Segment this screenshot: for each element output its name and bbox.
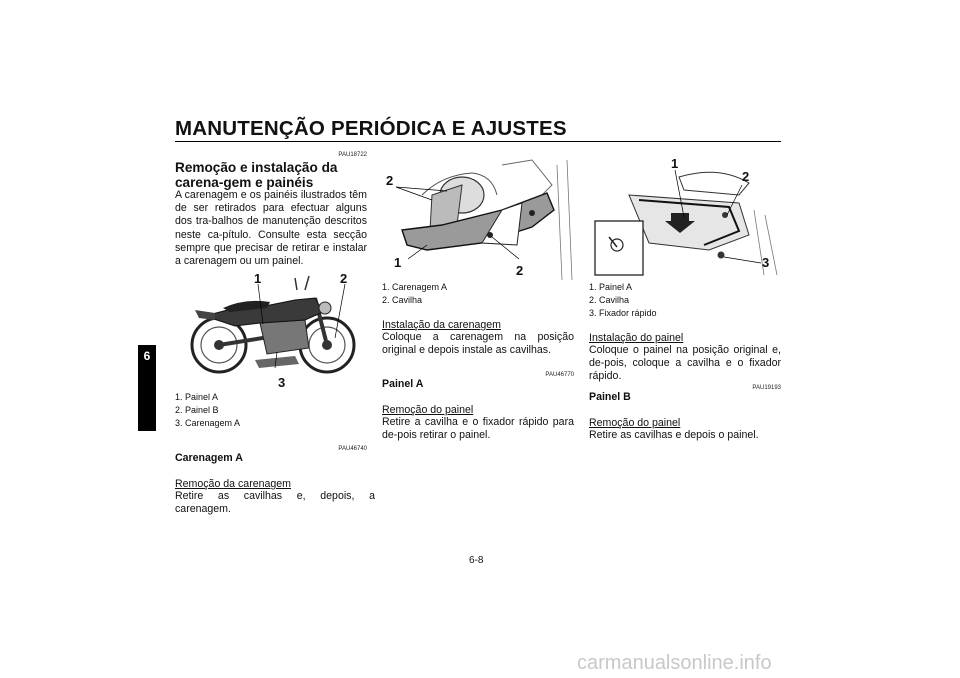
figure-label: 1 xyxy=(254,271,262,286)
caption-item: 1. Carenagem A xyxy=(382,282,448,292)
caption-item: 1. Painel A xyxy=(589,282,633,292)
procedure-text: Retire as cavilhas e, depois, a carenagem. xyxy=(175,490,375,516)
figure-label: 3 xyxy=(762,255,770,270)
procedure-text: Coloque a carenagem na posição original e depois instale as cavilhas. xyxy=(382,331,574,357)
caption-item: 2. Cavilha xyxy=(382,294,423,305)
section-title: Remoção e instalação da carena-gem e painéis xyxy=(175,160,338,190)
page-number: 6-8 xyxy=(469,555,484,566)
subsection-title: Painel A xyxy=(382,378,424,390)
figure-caption-list xyxy=(175,391,240,429)
chapter-tab-number: 6 xyxy=(143,349,151,363)
chapter-tab xyxy=(138,345,156,431)
figure-label: 1 xyxy=(394,255,402,270)
header-rule xyxy=(175,141,781,142)
ref-code: PAU46770 xyxy=(545,372,574,378)
figure-label: 3 xyxy=(278,375,286,388)
procedure-text: Retire a cavilha e o fixador rápido para de-pois retirar o painel. xyxy=(382,416,574,442)
procedure-heading: Remoção da carenagem xyxy=(175,478,292,490)
motorcycle-illustration xyxy=(175,268,367,388)
caption-item: 3. Carenagem A xyxy=(175,417,241,428)
procedure-text: Retire as cavilhas e depois o painel. xyxy=(589,429,759,441)
figure-label: 2 xyxy=(340,271,348,286)
figure-label: 2 xyxy=(516,263,524,278)
subsection-title: Painel B xyxy=(589,391,631,403)
caption-item: 2. Cavilha xyxy=(589,294,630,305)
procedure-heading: Instalação da carenagem xyxy=(382,319,501,331)
figure-caption-list xyxy=(382,281,447,307)
procedure-text: Coloque o painel na posição original e, de-pois, coloque a cavilha e o fixador rápido. xyxy=(589,344,781,383)
ref-code: PAU18722 xyxy=(338,152,367,158)
figure-label: 2 xyxy=(386,173,394,188)
caption-item: 3. Fixador rápido xyxy=(589,307,657,318)
fairing-a-illustration xyxy=(382,155,576,280)
procedure-heading: Remoção do painel xyxy=(589,417,681,429)
ref-code: PAU46740 xyxy=(338,446,367,452)
figure-label: 2 xyxy=(742,169,750,184)
procedure-heading: Instalação do painel xyxy=(589,332,684,344)
figure-caption-list xyxy=(589,281,657,319)
procedure-heading: Remoção do painel xyxy=(382,404,474,416)
caption-item: 2. Painel B xyxy=(175,404,219,415)
caption-item: 1. Painel A xyxy=(175,392,219,402)
subsection-title: Carenagem A xyxy=(175,452,243,464)
watermark: carmanualsonline.info xyxy=(577,652,772,674)
figure-label: 1 xyxy=(671,156,679,171)
panel-a-illustration xyxy=(589,155,781,280)
intro-text: A carenagem e os painéis ilustrados têm de ser retirados para efectuar alguns dos tra-balhos de manutenção descritos neste ca-pítulo. Consulte esta secção sempre que precisar de retirar e instalar a carenagem ou um painel. xyxy=(175,189,367,268)
ref-code: PAU19193 xyxy=(752,385,781,391)
page-header-title: MANUTENÇÃO PERIÓDICA E AJUSTES xyxy=(175,117,567,140)
